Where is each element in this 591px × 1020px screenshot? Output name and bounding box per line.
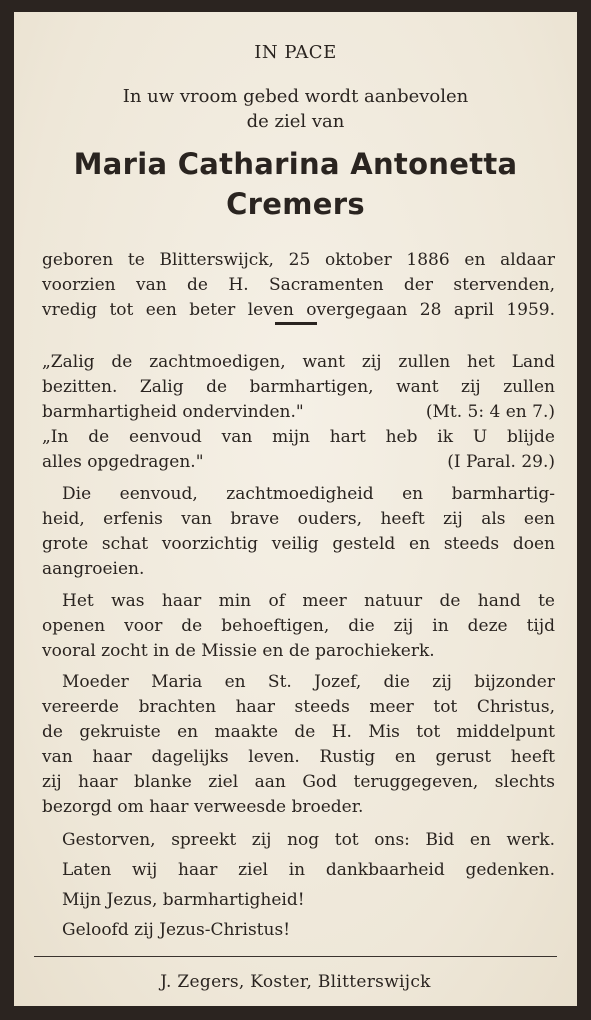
quote-last-line [42, 400, 555, 425]
quote-last-line [42, 450, 555, 475]
header-in-pace: IN PACE [254, 42, 337, 63]
paragraph-line: Moeder Maria en St. Jozef, die zij bijzonder [62, 672, 555, 692]
closing-lines [42, 825, 555, 945]
divider-rule [275, 322, 317, 325]
name-line-2: Cremers [226, 187, 365, 221]
paragraph-line: aangroeien. [42, 559, 145, 579]
bio-paragraph [42, 248, 555, 323]
bio-line: vredig tot een beter leven overgegaan 28 april 1959. [42, 300, 555, 320]
paragraph-eenvoud [42, 482, 555, 582]
deceased-name [14, 144, 577, 224]
paragraph-line: van haar dagelijks leven. Rustig en gerust heeft [42, 747, 555, 767]
paragraph-line: heid, erfenis van brave ouders, heeft zij als een [42, 509, 555, 529]
quote-text: alles opgedragen." [42, 452, 204, 472]
quote-line: „Zalig de zachtmoedigen, want zij zullen het Land [42, 352, 555, 372]
closing-line: Gestorven, spreekt zij nog tot ons: Bid en werk. [62, 830, 555, 850]
quote-reference: (I Paral. 29.) [447, 452, 555, 472]
quote-reference: (Mt. 5: 4 en 7.) [425, 402, 555, 422]
bio-line: geboren te Blitterswijck, 25 oktober 1886 en aldaar [42, 250, 555, 270]
closing-line: Geloofd zij Jezus-Christus! [62, 920, 291, 940]
closing-line: Laten wij haar ziel in dankbaarheid gedenken. [62, 860, 555, 880]
paragraph-line: bezorgd om haar verweesde broeder. [42, 797, 364, 817]
paragraph-line: de gekruiste en maakte de H. Mis tot middelpunt [42, 722, 555, 742]
paragraph-moeder-maria [42, 670, 555, 820]
paragraph-line: zij haar blanke ziel aan God teruggegeven, slechts [42, 772, 555, 792]
paragraph-line: Die eenvoud, zachtmoedigheid en barmhartig- [62, 484, 555, 504]
paragraph-line: openen voor de behoeftigen, die zij in deze tijd [42, 616, 555, 636]
printer-credit: J. Zegers, Koster, Blitterswijck [160, 972, 431, 992]
quote-line: „In de eenvoud van mijn hart heb ik U blijde [42, 427, 555, 447]
paragraph-line: grote schat voorzichtig veilig gesteld en steeds doen [42, 534, 555, 554]
paragraph-line: vooral zocht in de Missie en de parochiekerk. [42, 641, 435, 661]
closing-line: Mijn Jezus, barmhartigheid! [62, 890, 305, 910]
footer-divider [34, 956, 557, 957]
name-line-1: Maria Catharina Antonetta [73, 147, 518, 181]
quote-text: barmhartigheid ondervinden." [42, 402, 304, 422]
quote-1 [42, 350, 555, 425]
paragraph-line: Het was haar min of meer natuur de hand te [62, 591, 555, 611]
quote-line: bezitten. Zalig de barmhartigen, want zij zullen [42, 377, 555, 397]
quote-2 [42, 425, 555, 475]
recommendation-text [14, 84, 577, 134]
paragraph-natuur [42, 589, 555, 664]
paragraph-line: vereerde brachten haar steeds meer tot Christus, [42, 697, 555, 717]
recommend-line-1: In uw vroom gebed wordt aanbevolen [122, 86, 469, 107]
recommend-line-2: de ziel van [246, 111, 345, 132]
bio-line: voorzien van de H. Sacramenten der stervenden, [42, 275, 555, 295]
card-paper [14, 12, 577, 1006]
